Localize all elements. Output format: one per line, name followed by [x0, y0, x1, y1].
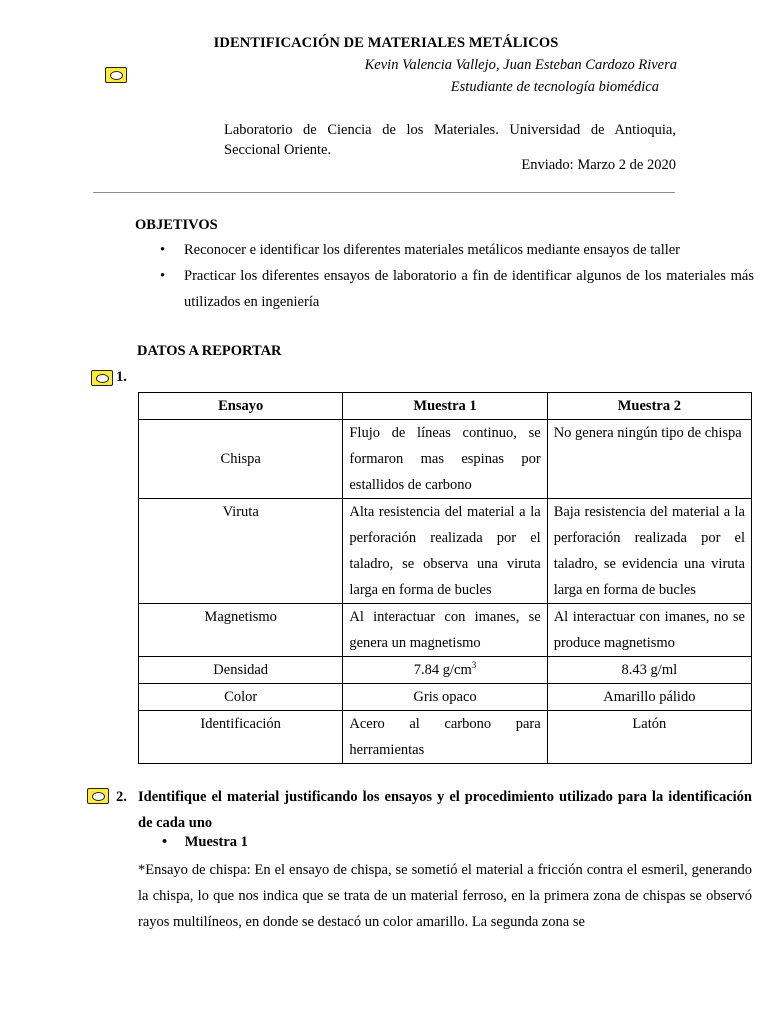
- objective-text: Reconocer e identificar los diferentes materiales metálicos mediante ensayos de taller: [184, 242, 681, 258]
- report-heading: DATOS A REPORTAR: [137, 343, 282, 359]
- objectives-heading: OBJETIVOS: [135, 217, 218, 233]
- table-cell: No genera ningún tipo de chispa: [547, 420, 751, 499]
- list-item: [160, 263, 754, 315]
- table-cell: Latón: [547, 711, 751, 764]
- table-row: [139, 657, 752, 684]
- table-header-row: [139, 393, 752, 420]
- authors: Kevin Valencia Vallejo, Juan Esteban Cardozo Rivera: [364, 57, 677, 73]
- sent-date: Enviado: Marzo 2 de 2020: [521, 157, 676, 173]
- column-header: Muestra 2: [547, 393, 751, 420]
- item-number: 2.: [116, 789, 127, 805]
- bullet: •: [160, 242, 166, 258]
- author-role: Estudiante de tecnología biomédica: [450, 79, 659, 95]
- column-header: Ensayo: [139, 393, 343, 420]
- column-header: Muestra 1: [343, 393, 547, 420]
- question-text: Identifique el material justificando los ensayos y el procedimiento utilizado para la identificación de cada uno: [138, 789, 752, 831]
- unit-exponent: 3: [471, 660, 477, 671]
- table-cell: Viruta: [139, 499, 343, 604]
- table-cell: Flujo de líneas continuo, se formaron mas espinas por estallidos de carbono: [343, 420, 547, 499]
- affiliation: Laboratorio de Ciencia de los Materiales. Universidad de Antioquia, Seccional Oriente.: [224, 122, 676, 158]
- objective-text: Practicar los diferentes ensayos de laboratorio a fin de identificar algunos de los materiales más utilizados en ingeniería: [184, 268, 754, 310]
- question-2: [116, 784, 752, 836]
- table-row: [139, 711, 752, 764]
- table-row: [139, 604, 752, 657]
- table-cell: Chispa: [139, 420, 343, 499]
- objectives-list: [160, 237, 754, 315]
- table-cell: [343, 657, 547, 684]
- document-title: IDENTIFICACIÓN DE MATERIALES METÁLICOS: [213, 35, 559, 51]
- table-row: [139, 684, 752, 711]
- item-number: 1.: [116, 369, 127, 385]
- list-item: [160, 237, 754, 263]
- table-cell: Identificación: [139, 711, 343, 764]
- density-value: 7.84 g/cm: [413, 662, 472, 678]
- table-cell: 8.43 g/ml: [547, 657, 751, 684]
- bullet: •: [160, 268, 166, 284]
- sample-label: [162, 834, 248, 851]
- table-cell: Alta resistencia del material a la perforación realizada por el taladro, se observa una viruta larga en forma de bucles: [343, 499, 547, 604]
- table-cell: Al interactuar con imanes, se genera un magnetismo: [343, 604, 547, 657]
- table-cell: Acero al carbono para herramientas: [343, 711, 547, 764]
- body-paragraph: *Ensayo de chispa: En el ensayo de chispa, se sometió el material a fricción contra el esmeril, generando la chispa, lo que nos indica que se trata de un material ferroso, en la primera zona de chispas se observó rayos multilíneos, en donde se destacó un color amarillo. La segunda zona se: [138, 862, 752, 930]
- table-cell: Densidad: [139, 657, 343, 684]
- table-cell: Gris opaco: [343, 684, 547, 711]
- table-row: [139, 420, 752, 499]
- table-cell: Amarillo pálido: [547, 684, 751, 711]
- comment-icon[interactable]: [87, 788, 109, 804]
- table-cell: Magnetismo: [139, 604, 343, 657]
- divider: [93, 192, 675, 193]
- table-cell: Color: [139, 684, 343, 711]
- results-table: [138, 392, 752, 764]
- table-cell: Baja resistencia del material a la perforación realizada por el taladro, se evidencia una viruta larga en forma de bucles: [547, 499, 751, 604]
- table-cell: Al interactuar con imanes, no se produce magnetismo: [547, 604, 751, 657]
- comment-icon[interactable]: [91, 370, 113, 386]
- table-row: [139, 499, 752, 604]
- comment-icon[interactable]: [105, 67, 127, 83]
- sample-label-text: Muestra 1: [184, 834, 248, 850]
- bullet: •: [162, 834, 168, 850]
